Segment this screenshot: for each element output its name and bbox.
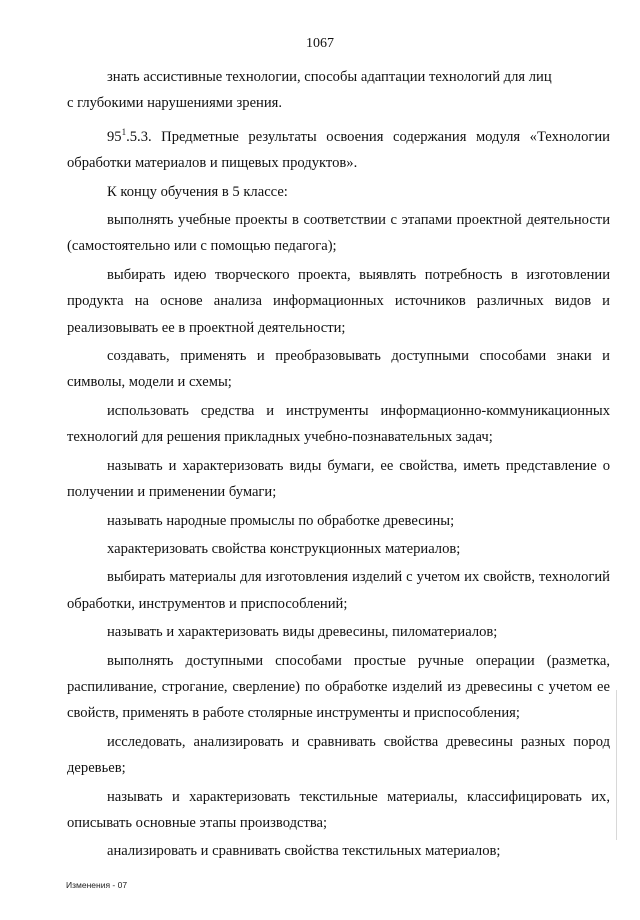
page-number: 1067: [306, 36, 334, 51]
section-number-prefix: 95: [107, 128, 122, 145]
intro-line-1: знать ассистивные технологии, способы адаптации технологий для лиц: [107, 69, 552, 85]
list-item: выполнять доступными способами простые ручные операции (разметка, распиливание, строгание, сверление) по обработке изделий из древесины с учетом ее свойств, применять в работе столярные инструменты и приспособления;: [67, 652, 610, 722]
list-item: исследовать, анализировать и сравнивать свойства древесины разных пород деревьев;: [67, 733, 610, 777]
section-heading-text: Предметные результаты освоения содержания модуля «Технологии обработки материалов и пищевых продуктов».: [67, 128, 610, 172]
intro-line-2: с глубокими нарушениями зрения.: [67, 95, 283, 112]
list-item: выбирать материалы для изготовления изделий с учетом их свойств, технологий обработки, инструментов и приспособлений;: [67, 569, 610, 612]
list-item: анализировать и сравнивать свойства текстильных материалов;: [107, 843, 501, 860]
section-number-superscript: 1: [121, 126, 127, 137]
list-item: выполнять учебные проекты в соответствии с этапами проектной деятельности (самостоятельно или с помощью педагога);: [67, 212, 610, 255]
list-item: характеризовать свойства конструкционных материалов;: [107, 540, 461, 557]
list-item: использовать средства и инструменты информационно-коммуникационных технологий для решения прикладных учебно-познавательных задач;: [67, 402, 610, 446]
section-heading: [67, 119, 610, 177]
document-body: [67, 64, 610, 867]
scan-edge-mark: [616, 690, 617, 840]
intro-paragraph: [67, 64, 610, 117]
list-item: называть народные промыслы по обработке древесины;: [107, 512, 455, 529]
list-item: называть и характеризовать текстильные материалы, классифицировать их, описывать основные этапы производства;: [67, 788, 610, 831]
list-item: называть и характеризовать виды древесины, пиломатериалов;: [107, 624, 498, 641]
list-item: создавать, применять и преобразовывать доступными способами знаки и символы, модели и схемы;: [67, 348, 610, 391]
footer-note: Изменения - 07: [66, 880, 128, 890]
grade-intro: К концу обучения в 5 классе:: [107, 183, 288, 200]
list-item: выбирать идею творческого проекта, выявлять потребность в изготовлении продукта на основе анализа информационных источников различных видов и реализовывать ее в проектной деятельности;: [67, 266, 610, 336]
section-number-suffix: .5.3.: [126, 128, 152, 145]
list-item: называть и характеризовать виды бумаги, ее свойства, иметь представление о получении и применении бумаги;: [67, 457, 610, 501]
